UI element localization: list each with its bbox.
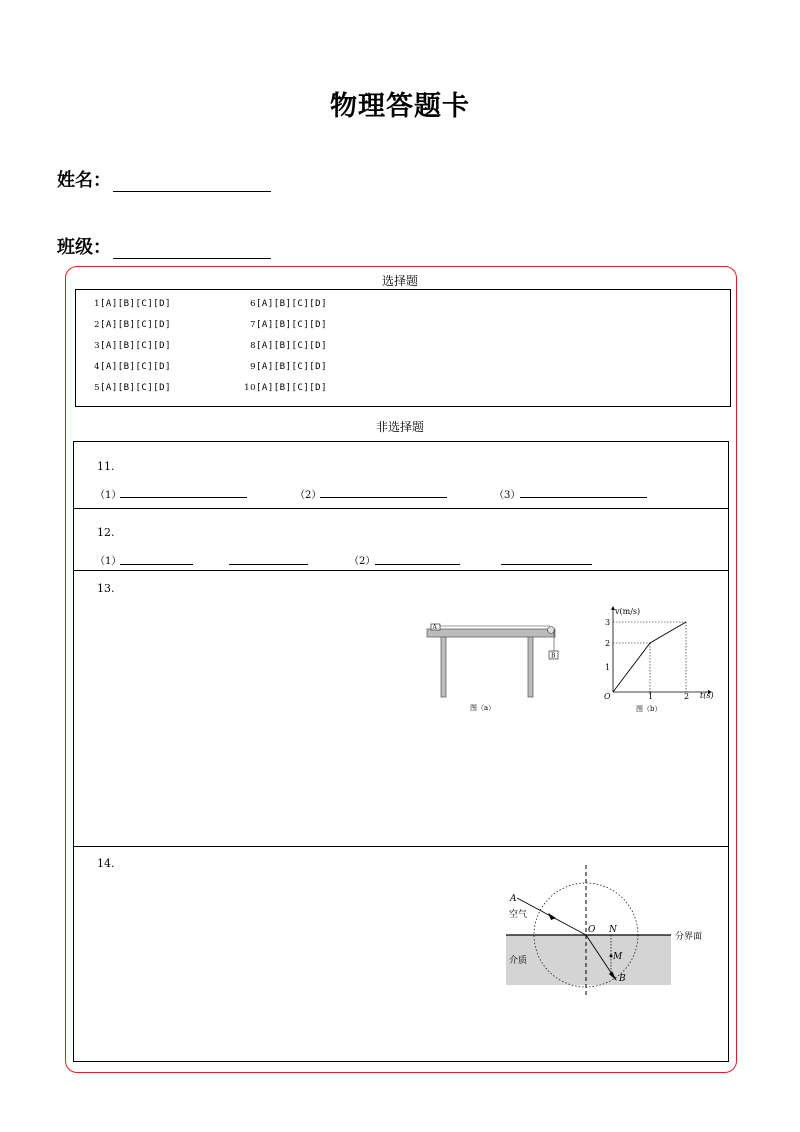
divider-12-13 [73,570,729,571]
q12-blank-1a[interactable] [120,564,193,565]
origin-label: O [604,692,611,701]
choice-question-number: 1 [94,299,100,309]
choice-options[interactable]: [A][B][C][D] [256,362,328,372]
q12-blank-2-label: （2） [349,556,376,567]
choice-row-8[interactable] [243,341,327,351]
class-field[interactable] [57,233,271,259]
q13-figure-b [598,600,723,715]
table-leg-left [441,637,446,697]
label-a: A [510,894,517,904]
q11-blank-2-label: （2） [295,490,322,501]
q11-blank-2[interactable] [320,497,447,498]
v-axis-label: v(m/s) [615,607,641,616]
question-12-number: 12. [97,526,115,539]
choice-question-number: 8 [250,341,256,351]
q11-blank-1[interactable] [120,497,247,498]
choice-question-number: 3 [94,341,100,351]
question-13-number: 13. [97,582,115,595]
choice-row-7[interactable] [243,320,327,330]
choice-row-4[interactable] [93,362,171,372]
q12-blank-2a[interactable] [375,564,460,565]
incident-arrow [548,913,556,920]
choice-box [75,289,731,407]
choice-row-9[interactable] [243,362,327,372]
nonchoice-section-title: 非选择题 [375,420,424,434]
choice-options[interactable]: [A][B][C][D] [100,341,172,351]
block-a-label: A [432,624,437,631]
choice-question-number: 10 [244,383,256,393]
t-tick-1: 1 [648,692,654,701]
q11-blank-1-label: （1） [95,490,122,501]
v-tick-2: 2 [605,639,611,648]
name-field[interactable] [57,166,271,192]
choice-question-number: 7 [250,320,256,330]
table-leg-right [528,637,533,697]
choice-row-5[interactable] [93,383,171,393]
t-tick-2: 2 [684,692,690,701]
choice-options[interactable]: [A][B][C][D] [100,320,172,330]
q12-blank-2b[interactable] [501,564,592,565]
label-o: O [588,925,596,935]
choice-question-number: 2 [94,320,100,330]
label-air: 空气 [509,910,528,920]
choice-question-number: 9 [250,362,256,372]
page-title: 物理答题卡 [330,91,470,122]
q12-blank-1-label: （1） [95,556,122,567]
choice-row-3[interactable] [93,341,171,351]
question-14-number: 14. [97,857,115,870]
choice-options[interactable]: [A][B][C][D] [256,320,328,330]
table-top [427,629,555,637]
choice-row-1[interactable] [93,299,171,309]
choice-row-6[interactable] [243,299,327,309]
v-tick-3: 3 [605,618,611,627]
q11-blank-3[interactable] [520,497,647,498]
block-b-label: B [551,652,556,660]
label-n: N [609,925,617,935]
divider-13-14 [73,846,729,847]
label-medium: 介质 [509,956,528,966]
t-axis-label: t(s) [700,691,714,700]
q11-blank-3-label: （3） [494,490,521,501]
class-label: 班级： [57,237,111,258]
choice-question-number: 5 [94,383,100,393]
medium-region [506,935,671,985]
figure-a-caption: 图（a） [470,704,496,712]
name-line[interactable] [113,173,271,192]
choice-question-number: 4 [94,362,100,372]
q14-refraction-figure [500,860,720,1000]
v-t-graph-line [613,622,686,692]
choice-row-10[interactable] [243,383,327,393]
figure-b-caption: 图（b） [636,705,662,713]
label-interface: 分界面 [675,932,703,942]
q12-blank-1b[interactable] [229,564,308,565]
choice-options[interactable]: [A][B][C][D] [256,383,328,393]
label-m: M [613,952,623,962]
choice-question-number: 6 [250,299,256,309]
divider-11-12 [73,508,729,509]
choice-options[interactable]: [A][B][C][D] [100,362,172,372]
q13-figure-a [420,615,565,715]
choice-section-title: 选择题 [381,274,418,288]
choice-options[interactable]: [A][B][C][D] [256,341,328,351]
pulley [548,627,555,634]
choice-options[interactable]: [A][B][C][D] [256,299,328,309]
v-tick-1: 1 [605,663,611,672]
class-line[interactable] [113,240,271,259]
name-label: 姓名： [57,170,111,191]
question-11-number: 11. [97,460,115,473]
label-b: B [619,974,626,984]
choice-options[interactable]: [A][B][C][D] [100,299,172,309]
choice-row-2[interactable] [93,320,171,330]
choice-options[interactable]: [A][B][C][D] [100,383,172,393]
